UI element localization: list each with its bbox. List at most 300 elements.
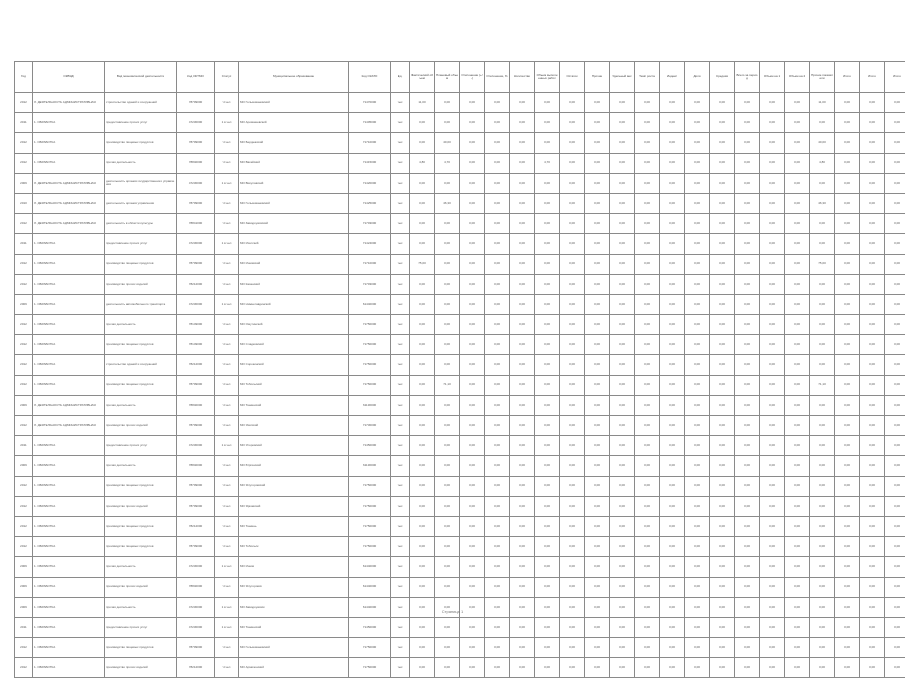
table-cell: 0,00 (635, 516, 660, 536)
table-cell: 0,00 (660, 375, 685, 395)
table-cell: строительство зданий и сооружений (105, 355, 177, 375)
table-cell: производство прочих изделий (105, 416, 177, 436)
table-cell: 0,00 (660, 617, 685, 637)
column-header: Итого (885, 62, 905, 93)
table-cell: 0,00 (485, 577, 510, 597)
table-cell: 0,00 (435, 234, 460, 254)
table-cell: 0,00 (535, 214, 560, 234)
table-cell: 78841000 (177, 214, 215, 234)
table-cell: 0,00 (760, 133, 785, 153)
table-cell: 0,00 (435, 335, 460, 355)
table-cell: 0,00 (735, 597, 760, 617)
table-cell: 2012 (15, 133, 33, 153)
column-header: Остаток (560, 62, 585, 93)
table-cell: 0,00 (585, 214, 610, 234)
table-cell: 0,00 (810, 516, 835, 536)
table-cell: 1. ОБРАБОТКА (33, 496, 105, 516)
table-cell: 0,00 (860, 416, 885, 436)
table-cell: 0,00 (860, 355, 885, 375)
table-cell: 1 в чел (215, 113, 239, 133)
table-cell: 61440000 (349, 577, 391, 597)
data-sheet (14, 61, 895, 678)
table-cell: тыс (391, 436, 410, 456)
table-cell: Ч.чел (215, 133, 239, 153)
table-cell: 0,00 (560, 557, 585, 577)
table-cell: МО Юргинский (239, 456, 349, 476)
table-cell: 0,00 (710, 638, 735, 658)
table-cell: 0,00 (660, 193, 685, 213)
table-cell: 0,00 (760, 617, 785, 637)
table-cell: 0,00 (585, 436, 610, 456)
table-cell: 0,00 (710, 597, 735, 617)
table-cell: 0,00 (485, 294, 510, 314)
table-cell: 1 в чел (215, 173, 239, 193)
table-cell: 0,00 (710, 617, 735, 637)
table-cell: производство пищевых продуктов (105, 254, 177, 274)
table-cell: 1. ОБРАБОТКА (33, 638, 105, 658)
table-cell: 0,00 (560, 395, 585, 415)
table-cell: 0,00 (660, 274, 685, 294)
column-header: Муниципальное образование (239, 62, 349, 93)
table-cell: 0,00 (460, 456, 485, 476)
table-row (15, 557, 905, 577)
table-cell: МО Тобольск (239, 537, 349, 557)
table-cell: 71,10 (435, 375, 460, 395)
table-cell: 0,00 (635, 113, 660, 133)
table-cell: 0,00 (535, 315, 560, 335)
table-cell: 0,00 (410, 133, 435, 153)
table-cell: 0,00 (860, 254, 885, 274)
table-cell: 47230000 (177, 294, 215, 314)
table-cell: 2012 (15, 658, 33, 678)
table-cell: 0,00 (460, 113, 485, 133)
table-cell: 0,00 (860, 476, 885, 496)
table-cell: 0,00 (485, 638, 510, 658)
table-cell: 0,00 (685, 617, 710, 637)
table-cell: 0,00 (835, 193, 860, 213)
table-cell: 0,00 (435, 658, 460, 678)
table-cell: 0,00 (835, 456, 860, 476)
table-cell: 0,00 (660, 416, 685, 436)
table-cell: 0,00 (735, 274, 760, 294)
table-cell: 0,00 (785, 496, 810, 516)
table-cell: 0,00 (685, 436, 710, 456)
table-cell: 0,00 (535, 113, 560, 133)
table-cell: 0,00 (460, 577, 485, 597)
table-cell: 1. ОБРАБОТКА (33, 133, 105, 153)
table-cell: 0,00 (835, 476, 860, 496)
table-cell: 0,00 (435, 173, 460, 193)
table-cell: МО Сорокинский (239, 355, 349, 375)
table-row (15, 355, 905, 375)
table-cell: 78840000 (177, 577, 215, 597)
data-table (14, 61, 905, 678)
table-cell: 78709000 (177, 638, 215, 658)
table-cell: 0,00 (735, 496, 760, 516)
table-cell: МО Ялуторовск (239, 577, 349, 597)
table-cell: 0,00 (510, 557, 535, 577)
table-cell: 0,00 (410, 335, 435, 355)
column-header: Количество (510, 62, 535, 93)
table-cell: 2009 (15, 294, 33, 314)
column-header: Вид экономической деятельности (105, 62, 177, 93)
table-cell: 0,00 (785, 476, 810, 496)
table-cell: 0,00 (760, 597, 785, 617)
table-cell: 0,00 (610, 234, 635, 254)
table-cell: 1. ОБРАБОТКА (33, 537, 105, 557)
table-cell: 0,00 (735, 193, 760, 213)
table-cell: 0,00 (735, 315, 760, 335)
table-cell: 0,00 (410, 274, 435, 294)
table-cell: 0,00 (435, 395, 460, 415)
table-cell: 0,00 (410, 617, 435, 637)
table-cell: 2012 (15, 315, 33, 335)
table-cell: МО Голышмановский (239, 193, 349, 213)
table-cell: 0,00 (585, 274, 610, 294)
table-cell: 0,00 (735, 294, 760, 314)
table-cell: 0,00 (410, 557, 435, 577)
table-cell: 0,00 (460, 173, 485, 193)
table-cell: 0,00 (635, 355, 660, 375)
table-cell: 0,00 (535, 133, 560, 153)
table-cell: 0,00 (610, 375, 635, 395)
table-cell: 0,00 (885, 456, 905, 476)
table-cell: 0,00 (685, 395, 710, 415)
table-cell: 0,00 (660, 476, 685, 496)
table-cell: 0,00 (860, 153, 885, 173)
table-cell: 1. ОБРАБОТКА (33, 355, 105, 375)
table-cell: 0,00 (660, 577, 685, 597)
table-cell: 0,00 (860, 395, 885, 415)
table-cell: производство пищевых продуктов (105, 516, 177, 536)
column-header: Код ОКАТО (349, 62, 391, 93)
table-cell: МО Тюменский (239, 395, 349, 415)
table-cell: 0,00 (835, 113, 860, 133)
table-cell: 0,00 (660, 133, 685, 153)
table-cell: тыс (391, 214, 410, 234)
table-cell: 1. ОБРАБОТКА (33, 153, 105, 173)
table-cell: 0,00 (435, 456, 460, 476)
table-row (15, 93, 905, 113)
table-cell: 0,00 (460, 133, 485, 153)
table-cell: 0,00 (635, 597, 660, 617)
table-cell: 0,00 (610, 638, 635, 658)
table-cell: 0,00 (460, 294, 485, 314)
table-cell: 78840000 (177, 395, 215, 415)
table-cell: 61440000 (349, 597, 391, 617)
table-cell: 1. ОБРАБОТКА (33, 597, 105, 617)
table-cell: 47230000 (177, 234, 215, 254)
table-cell: 0,00 (585, 617, 610, 637)
table-cell: 0,00 (660, 557, 685, 577)
table-cell: 0,00 (510, 395, 535, 415)
table-row (15, 436, 905, 456)
table-body (15, 93, 905, 678)
table-cell: 0,00 (710, 294, 735, 314)
table-cell: 0,00 (860, 577, 885, 597)
column-header: Отклонение (+/-) (460, 62, 485, 93)
table-cell: 0,00 (660, 315, 685, 335)
table-cell: 0,00 (885, 375, 905, 395)
table-cell: 0,00 (460, 274, 485, 294)
page-footer: Страница 1 (0, 609, 905, 614)
table-cell: тыс (391, 395, 410, 415)
table-cell: 11,00 (810, 93, 835, 113)
table-cell: 0,00 (810, 617, 835, 637)
table-cell: 0,00 (835, 436, 860, 456)
table-cell: 2012 (15, 638, 33, 658)
table-cell: 0,00 (860, 315, 885, 335)
table-cell: 0,00 (460, 375, 485, 395)
table-cell: 78149000 (177, 315, 215, 335)
table-cell: тыс (391, 456, 410, 476)
table-cell: 0,00 (610, 476, 635, 496)
table-cell: МО Ялуторовский (239, 476, 349, 496)
table-cell: 0,00 (410, 658, 435, 678)
table-cell: 0,00 (885, 335, 905, 355)
table-cell: 0,00 (735, 638, 760, 658)
table-cell: 0,00 (635, 577, 660, 597)
table-cell: 0,00 (585, 638, 610, 658)
table-cell: 0,00 (510, 93, 535, 113)
table-cell: 0,00 (785, 456, 810, 476)
table-cell: 0,00 (635, 476, 660, 496)
table-cell: 0,00 (635, 638, 660, 658)
table-cell: 0,00 (685, 355, 710, 375)
table-cell: 0,00 (410, 436, 435, 456)
table-cell: 0,00 (810, 496, 835, 516)
table-cell: 0,00 (735, 113, 760, 133)
table-row (15, 658, 905, 678)
table-cell: МО Голышмановский (239, 93, 349, 113)
table-cell: Ч.чел (215, 335, 239, 355)
table-cell: 0,00 (685, 537, 710, 557)
table-cell: 0,00 (510, 294, 535, 314)
table-cell: МО Ярковский (239, 496, 349, 516)
table-row (15, 153, 905, 173)
table-cell: тыс (391, 234, 410, 254)
table-cell: 0,00 (735, 214, 760, 234)
table-cell: 0,00 (410, 113, 435, 133)
table-cell: 1. ОБРАБОТКА (33, 617, 105, 637)
table-cell: 0,00 (535, 274, 560, 294)
table-cell: 0,00 (835, 658, 860, 678)
table-cell: 0,00 (510, 153, 535, 173)
column-header: Ед. (391, 62, 410, 93)
table-cell: Л. ДЕЯТЕЛЬНОСТЬ АДМИНИСТРАТИВНАЯ (33, 173, 105, 193)
table-cell: 0,00 (710, 416, 735, 436)
table-row (15, 254, 905, 274)
table-cell: 0,00 (435, 113, 460, 133)
table-cell: МО Исетский (239, 234, 349, 254)
table-cell: 0,00 (835, 93, 860, 113)
table-cell: производство прочих изделий (105, 274, 177, 294)
table-cell: 0,00 (485, 355, 510, 375)
table-cell: 0,00 (535, 436, 560, 456)
table-cell: 0,00 (610, 416, 635, 436)
table-cell: 0,00 (585, 335, 610, 355)
table-cell: Ч.чел (215, 214, 239, 234)
table-cell: 71415000 (349, 153, 391, 173)
table-cell: 2009 (15, 395, 33, 415)
table-cell: 0,00 (460, 234, 485, 254)
column-header: Объем на 2 (785, 62, 810, 93)
table-cell: 0,00 (685, 496, 710, 516)
table-cell: 0,00 (535, 617, 560, 637)
table-cell: МО Заводоуковский (239, 214, 349, 234)
table-cell: 0,00 (835, 294, 860, 314)
table-cell: 0,00 (535, 638, 560, 658)
table-cell: тыс (391, 375, 410, 395)
table-cell: 2011 (15, 113, 33, 133)
table-cell: 2009 (15, 577, 33, 597)
table-cell: 0,00 (635, 173, 660, 193)
column-header: Статус (215, 62, 239, 93)
table-cell: тыс (391, 496, 410, 516)
table-cell: 0,00 (535, 234, 560, 254)
table-cell: предоставление прочих услуг (105, 113, 177, 133)
table-cell: 0,00 (410, 516, 435, 536)
table-cell: 47230000 (177, 597, 215, 617)
table-cell: 0,00 (810, 274, 835, 294)
table-cell: 0,00 (610, 355, 635, 375)
column-header: Код ОКТМО (177, 62, 215, 93)
table-cell: 0,00 (610, 294, 635, 314)
table-cell: 0,00 (835, 254, 860, 274)
table-cell: 0,00 (435, 638, 460, 658)
table-cell: 0,00 (785, 375, 810, 395)
table-cell: 0,00 (885, 597, 905, 617)
table-cell: 0,00 (435, 557, 460, 577)
table-cell: 0,00 (635, 537, 660, 557)
table-cell: 0,00 (510, 476, 535, 496)
table-cell: 0,00 (785, 294, 810, 314)
table-cell: 61130000 (349, 456, 391, 476)
table-cell: 0,00 (585, 416, 610, 436)
table-cell: 0,00 (585, 557, 610, 577)
table-cell: 0,00 (810, 436, 835, 456)
table-cell: 0,00 (635, 456, 660, 476)
table-cell: 0,00 (585, 173, 610, 193)
table-row (15, 416, 905, 436)
table-cell: 71425000 (349, 193, 391, 213)
table-cell: 61130000 (349, 395, 391, 415)
table-cell: МО Казанский (239, 274, 349, 294)
table-cell: 0,00 (485, 617, 510, 637)
table-cell: 0,00 (560, 153, 585, 173)
table-cell: производство прочих изделий (105, 658, 177, 678)
table-cell: 0,00 (560, 274, 585, 294)
table-cell: тыс (391, 638, 410, 658)
table-cell: 0,00 (510, 173, 535, 193)
table-cell: 2009 (15, 557, 33, 577)
table-cell: 1. ОБРАБОТКА (33, 274, 105, 294)
table-cell: 0,00 (435, 274, 460, 294)
table-cell: 0,00 (760, 93, 785, 113)
table-cell: 0,00 (410, 638, 435, 658)
column-header: ОКВЭД (33, 62, 105, 93)
table-cell: 0,00 (785, 193, 810, 213)
table-cell: 71710000 (349, 254, 391, 274)
table-cell: прочая деятельность (105, 315, 177, 335)
table-cell: 0,00 (585, 496, 610, 516)
table-cell: 0,00 (410, 173, 435, 193)
table-cell: 0,00 (435, 516, 460, 536)
table-cell: 0,00 (860, 537, 885, 557)
table-cell: 0,00 (610, 456, 635, 476)
table-cell: тыс (391, 153, 410, 173)
table-cell: 61440000 (349, 557, 391, 577)
table-cell: 40,00 (810, 133, 835, 153)
table-cell: 0,00 (685, 557, 710, 577)
table-cell: 0,00 (610, 537, 635, 557)
column-header: Отклонение, % (485, 62, 510, 93)
table-cell: производство пищевых продуктов (105, 335, 177, 355)
table-cell: 0,00 (485, 113, 510, 133)
table-cell: 0,00 (810, 355, 835, 375)
table-cell: предоставление прочих услуг (105, 234, 177, 254)
table-cell: 2012 (15, 335, 33, 355)
table-cell: 0,00 (710, 516, 735, 536)
table-cell: 1. ОБРАБОТКА (33, 294, 105, 314)
table-cell: 78709000 (177, 496, 215, 516)
table-cell: 2012 (15, 375, 33, 395)
table-cell: 0,00 (460, 416, 485, 436)
column-header: Всего за период (735, 62, 760, 93)
table-cell: 71750000 (349, 638, 391, 658)
table-cell: 0,00 (835, 234, 860, 254)
table-cell: 0,00 (685, 254, 710, 274)
table-cell: 0,00 (810, 416, 835, 436)
table-cell: 0,00 (535, 456, 560, 476)
table-cell: 0,00 (760, 456, 785, 476)
table-cell: 0,00 (460, 395, 485, 415)
table-cell: 0,00 (710, 214, 735, 234)
table-cell: 0,00 (485, 516, 510, 536)
table-cell: 0,00 (560, 193, 585, 213)
table-cell: 0,00 (710, 476, 735, 496)
table-cell: 0,00 (560, 638, 585, 658)
table-cell: 71750000 (349, 355, 391, 375)
table-cell: 1. ОБРАБОТКА (33, 456, 105, 476)
table-cell: Ч.чел (215, 416, 239, 436)
table-row (15, 274, 905, 294)
table-cell: 78149000 (177, 335, 215, 355)
table-cell: 0,00 (760, 153, 785, 173)
table-cell: прочая деятельность (105, 557, 177, 577)
table-cell: 0,00 (560, 577, 585, 597)
table-cell: прочая деятельность (105, 395, 177, 415)
table-cell: 0,00 (435, 294, 460, 314)
table-cell: 1. ОБРАБОТКА (33, 234, 105, 254)
table-cell: 0,00 (860, 214, 885, 234)
table-cell: 1. ОБРАБОТКА (33, 476, 105, 496)
table-cell: 0,00 (685, 416, 710, 436)
table-cell: 75,00 (810, 254, 835, 274)
table-cell: Л. ДЕЯТЕЛЬНОСТЬ АДМИНИСТРАТИВНАЯ (33, 193, 105, 213)
table-cell: Л. ДЕЯТЕЛЬНОСТЬ АДМИНИСТРАТИВНАЯ (33, 214, 105, 234)
table-cell: 0,00 (885, 93, 905, 113)
table-cell: 0,00 (710, 496, 735, 516)
table-cell: 0,00 (510, 516, 535, 536)
table-row (15, 496, 905, 516)
table-cell: 1 в чел (215, 597, 239, 617)
table-cell: 0,00 (660, 658, 685, 678)
table-cell: предоставление прочих услуг (105, 617, 177, 637)
table-cell: 71703000 (349, 274, 391, 294)
table-cell: Ч.чел (215, 93, 239, 113)
column-header: Объем на 1 (760, 62, 785, 93)
